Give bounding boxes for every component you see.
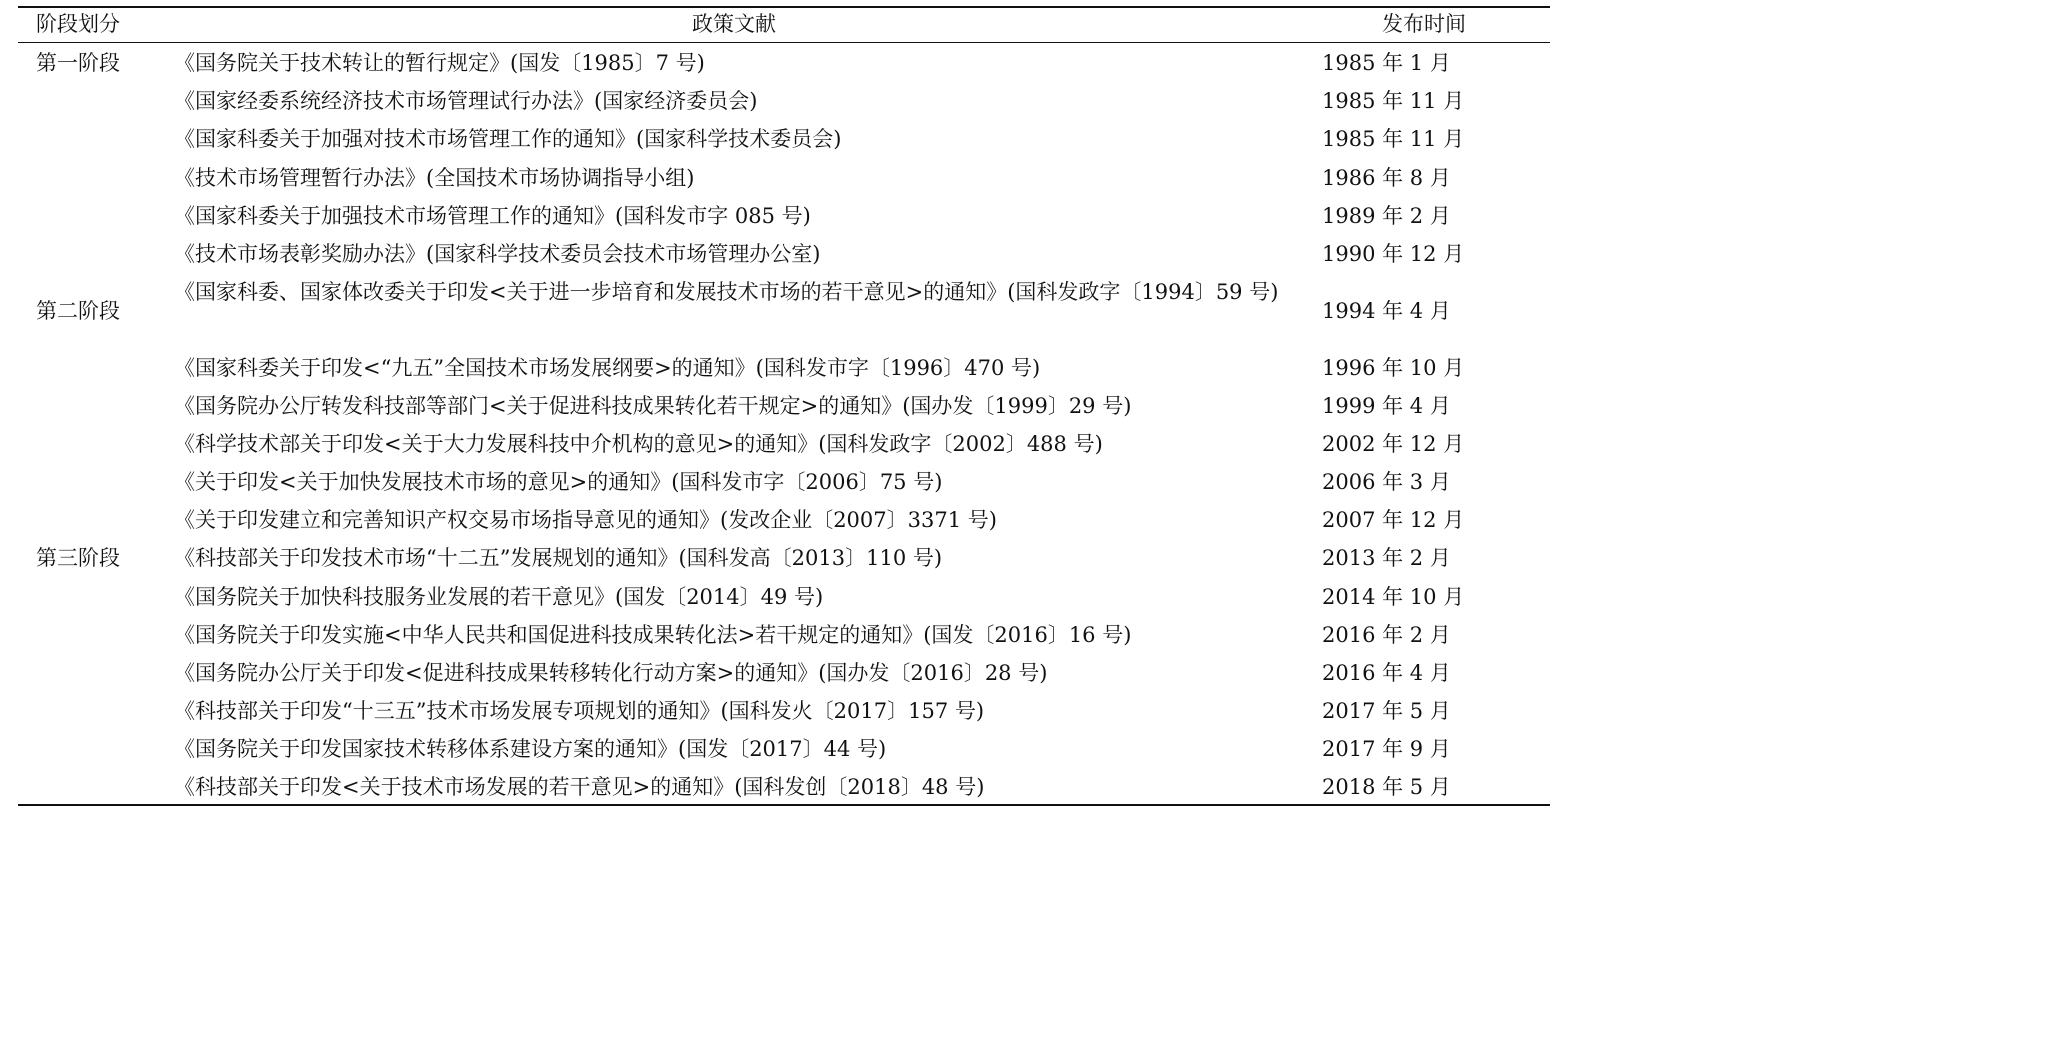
table-row-date: 1985 年 1 月 <box>1322 51 1451 75</box>
table-row-date: 1985 年 11 月 <box>1322 89 1465 113</box>
table-row-date: 1990 年 12 月 <box>1322 242 1465 266</box>
table-row-document: 《技术市场管理暂行办法》(全国技术市场协调指导小组) <box>174 166 695 190</box>
table-row-document: 《国家科委关于印发<“九五”全国技术市场发展纲要>的通知》(国科发市字〔1996〕470 号) <box>174 356 1041 380</box>
table-row-date: 1994 年 4 月 <box>1322 299 1451 323</box>
table-bottom-rule <box>18 804 1550 806</box>
header-document <box>0 10 1568 38</box>
stage-3-label: 第三阶段 <box>36 546 120 570</box>
table-row-date: 2014 年 10 月 <box>1322 585 1465 609</box>
table-row-date: 2018 年 5 月 <box>1322 775 1451 799</box>
table-row-document: 《技术市场表彰奖励办法》(国家科学技术委员会技术市场管理办公室) <box>174 242 821 266</box>
stage-2-label: 第二阶段 <box>36 299 120 323</box>
table-row-date: 2006 年 3 月 <box>1322 470 1451 494</box>
table-row-document: 《国家科委、国家体改委关于印发<关于进一步培育和发展技术市场的若干意见>的通知》(国科发政字〔1994〕59 号) <box>174 280 1279 304</box>
table-row-date: 1989 年 2 月 <box>1322 204 1451 228</box>
table-row-date: 1999 年 4 月 <box>1322 394 1451 418</box>
table-row-document: 《国家经委系统经济技术市场管理试行办法》(国家经济委员会) <box>174 89 758 113</box>
table-row-date: 2016 年 4 月 <box>1322 661 1451 685</box>
table-row-document: 《国务院关于印发国家技术转移体系建设方案的通知》(国发〔2017〕44 号) <box>174 737 887 761</box>
stage-1-label: 第一阶段 <box>36 51 120 75</box>
table-row-date: 2017 年 5 月 <box>1322 699 1451 723</box>
table-row-document: 《国务院办公厅关于印发<促进科技成果转移转化行动方案>的通知》(国办发〔2016〕28 号) <box>174 661 1048 685</box>
table-row-document: 《国务院办公厅转发科技部等部门<关于促进科技成果转化若干规定>的通知》(国办发〔1999〕29 号) <box>174 394 1132 418</box>
table-row-document: 《国务院关于技术转让的暂行规定》(国发〔1985〕7 号) <box>174 51 705 75</box>
table-row-document: 《科技部关于印发<关于技术市场发展的若干意见>的通知》(国科发创〔2018〕48 号) <box>174 775 985 799</box>
table-row-date: 2013 年 2 月 <box>1322 546 1451 570</box>
table-row-document: 《关于印发建立和完善知识产权交易市场指导意见的通知》(发改企业〔2007〕3371 号) <box>174 508 997 532</box>
table-row-document: 《科学技术部关于印发<关于大力发展科技中介机构的意见>的通知》(国科发政字〔2002〕488 号) <box>174 432 1103 456</box>
table-row-document: 《科技部关于印发技术市场“十二五”发展规划的通知》(国科发高〔2013〕110 号) <box>174 546 943 570</box>
header-document-label: 政策文献 <box>692 12 776 36</box>
table-header-rule <box>18 42 1550 43</box>
table-row-date: 1996 年 10 月 <box>1322 356 1465 380</box>
table-row-date: 1985 年 11 月 <box>1322 127 1465 151</box>
table-row-date: 2007 年 12 月 <box>1322 508 1465 532</box>
table-row-document: 《国务院关于印发实施<中华人民共和国促进科技成果转化法>若干规定的通知》(国发〔2016〕16 号) <box>174 623 1132 647</box>
table-row-document: 《国家科委关于加强对技术市场管理工作的通知》(国家科学技术委员会) <box>174 127 842 151</box>
table-top-rule <box>18 6 1550 8</box>
table-row-document: 《国家科委关于加强技术市场管理工作的通知》(国科发市字 085 号) <box>174 204 811 228</box>
table-row-date: 2016 年 2 月 <box>1322 623 1451 647</box>
table-row-document: 《国务院关于加快科技服务业发展的若干意见》(国发〔2014〕49 号) <box>174 585 824 609</box>
table-row-date: 1986 年 8 月 <box>1322 166 1451 190</box>
table-row-document: 《关于印发<关于加快发展技术市场的意见>的通知》(国科发市字〔2006〕75 号) <box>174 470 943 494</box>
header-date: 发布时间 <box>1382 12 1466 36</box>
table-row-date: 2017 年 9 月 <box>1322 737 1451 761</box>
header-stage: 阶段划分 <box>36 12 120 36</box>
table-row-date: 2002 年 12 月 <box>1322 432 1465 456</box>
table-row-document: 《科技部关于印发“十三五”技术市场发展专项规划的通知》(国科发火〔2017〕157 号) <box>174 699 985 723</box>
